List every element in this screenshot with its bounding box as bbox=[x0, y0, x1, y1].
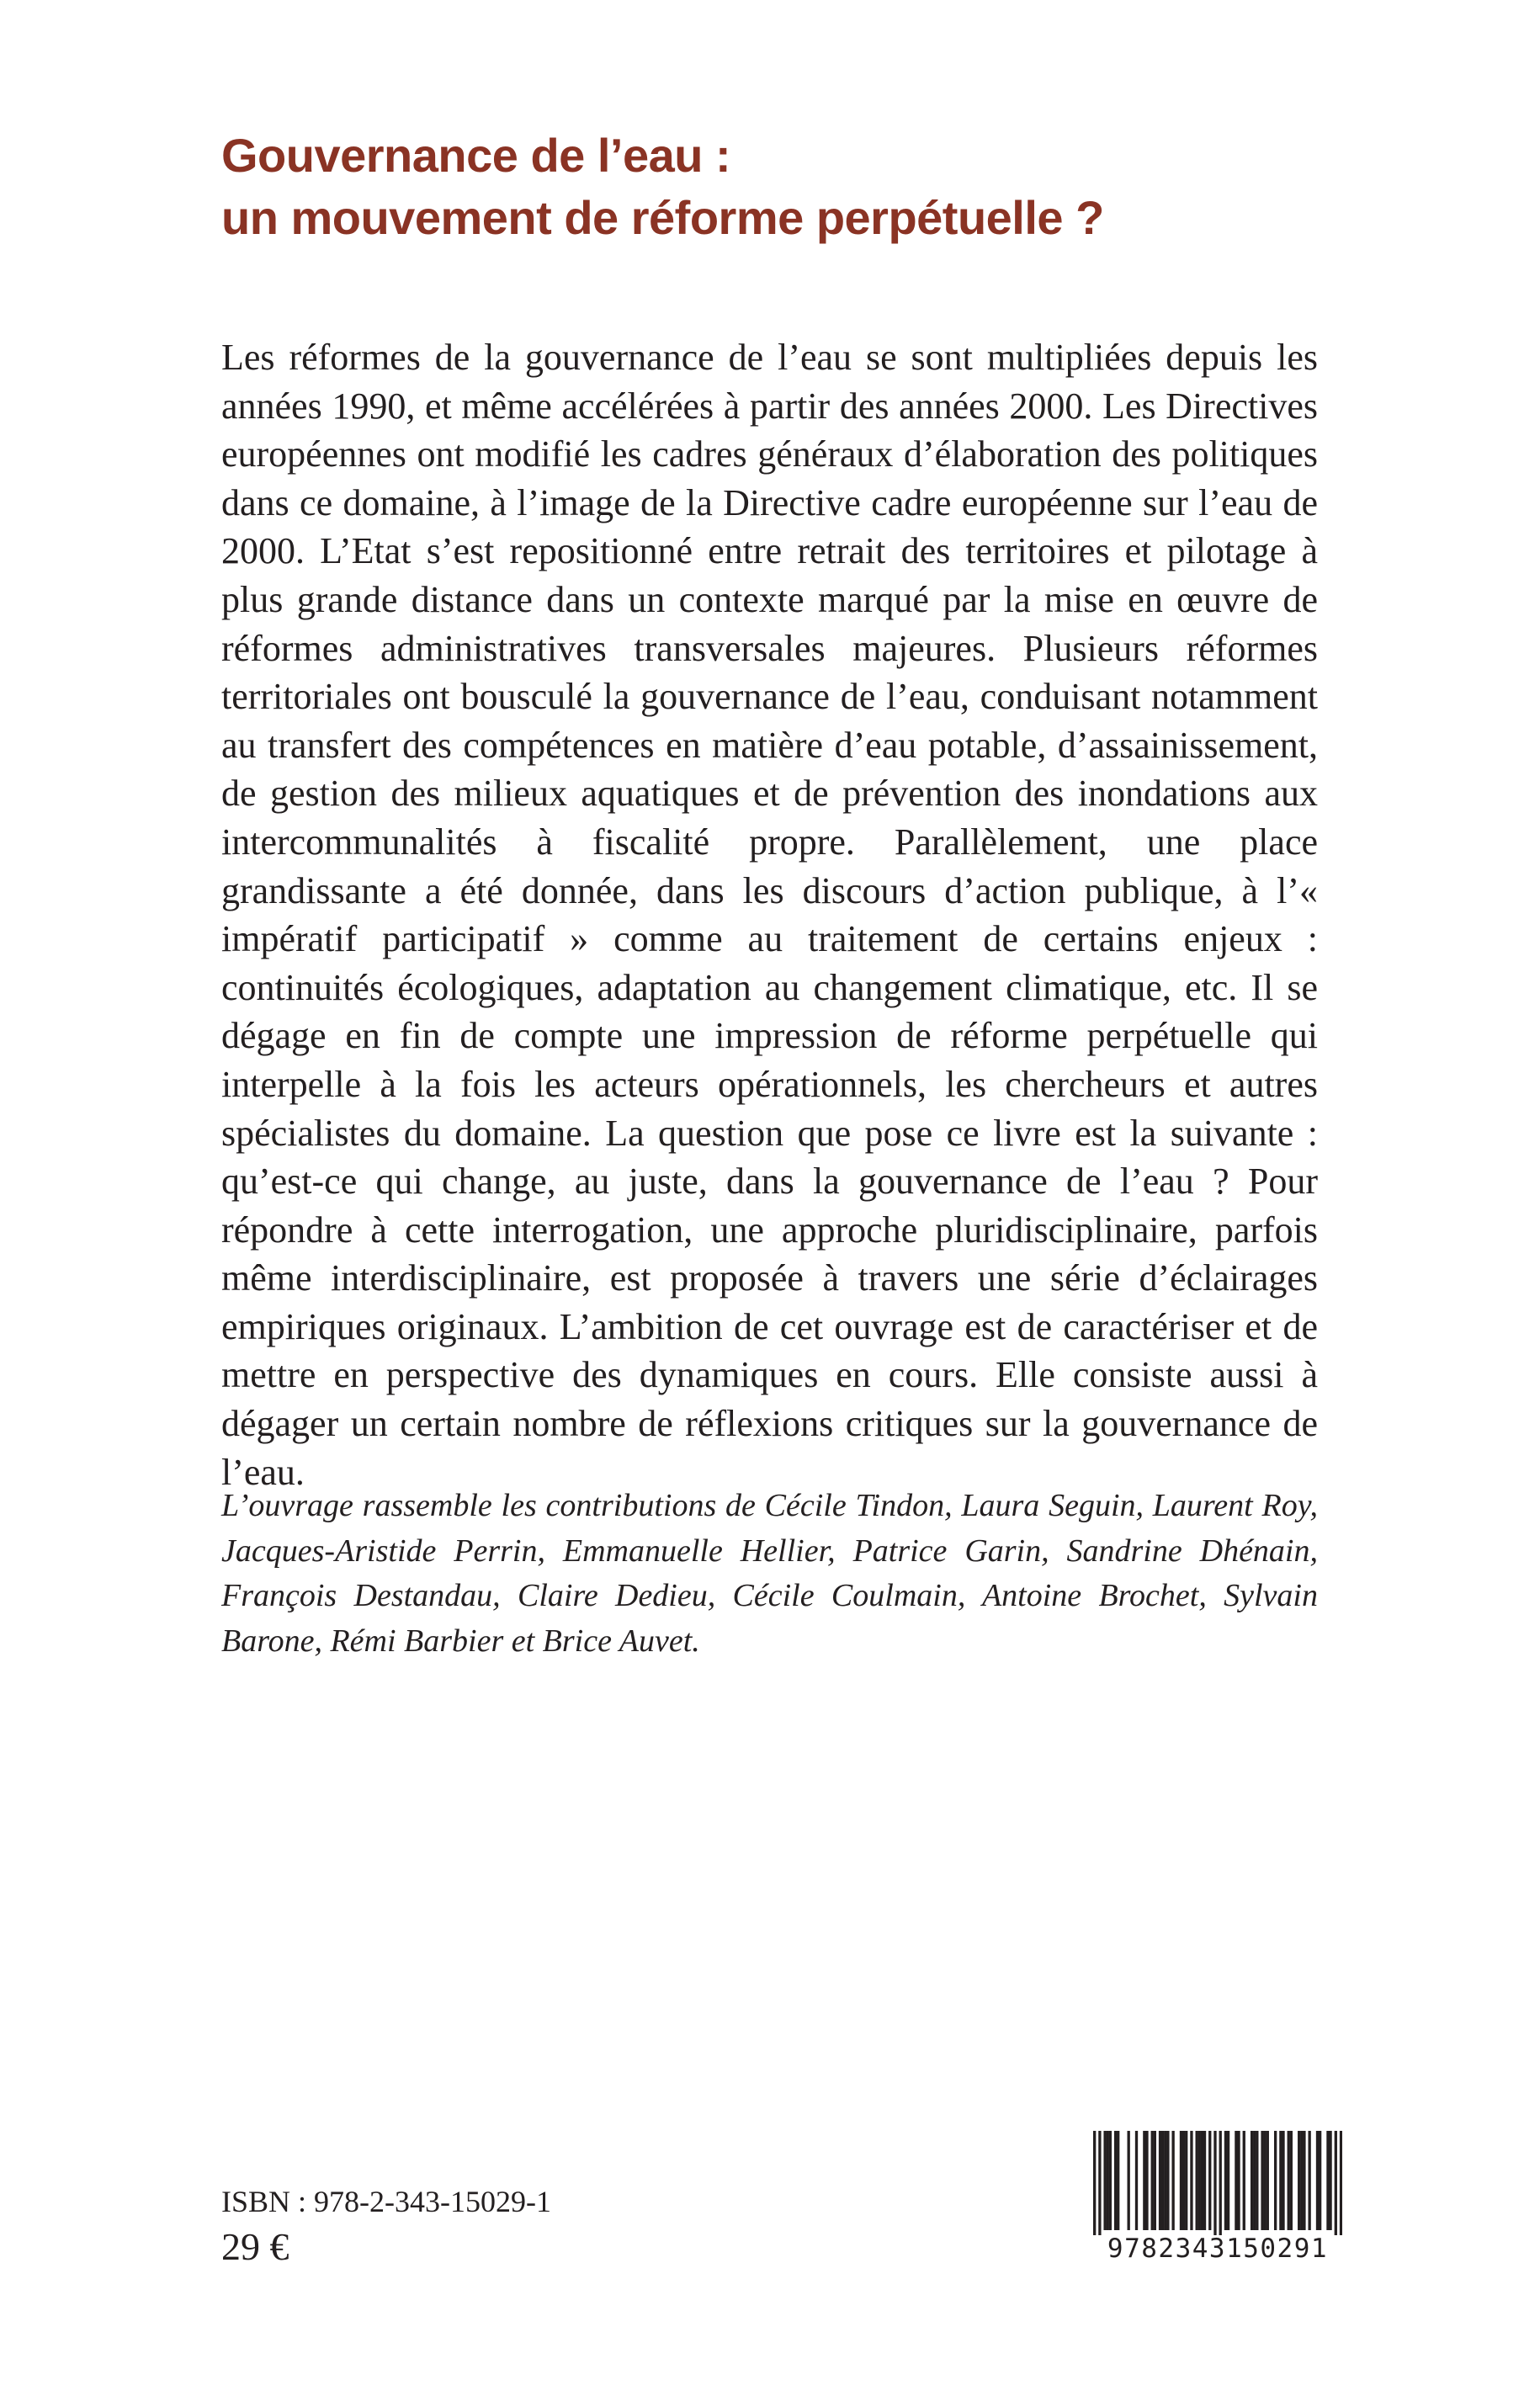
barcode-bar bbox=[1107, 2131, 1109, 2230]
book-title-line-1: Gouvernance de l’eau : bbox=[221, 129, 731, 182]
barcode-bar bbox=[1235, 2131, 1237, 2230]
contributors-note: L’ouvrage rassemble les contributions de Cécile Tindon, Laura Seguin, Laurent Roy, Jacques-Aristide Perrin, Emmanuelle Hellier, Patrice Garin, Sandrine Dhénain, François Destandau, Claire Dedieu, Cécile Coulmain, Antoine Brochet, Sylvain Barone, Rémi Barbier et Brice Auvet. bbox=[221, 1488, 1318, 1659]
barcode-bar bbox=[1145, 2131, 1148, 2230]
barcode-bar bbox=[1282, 2131, 1284, 2230]
book-summary: Les réformes de la gouvernance de l’eau se sont multipliées depuis les années 1990, et même accélérées à partir des années 2000. Les Directives européennes ont modifié les cadres généraux d’élaboration des politiques dans ce domaine, à l’image de la Directive cadre européenne sur l’eau de 2000. L’Etat s’est repositionné entre retrait des territoires et pilotage à plus grande distance dans un contexte marqué par la mise en œuvre de réformes administratives transversales majeures. Plusieurs réformes territoriales ont bousculé la gouvernance de l’eau, conduisant notamment au transfert des compétences en matière d’eau potable, d’assainissement, de gestion des milieux aquatiques et de prévention des inondations aux intercommunalités à fiscalité propre. Parallèlement, une place grandissante a été donnée, dans les discours d’action publique, à l’« impératif participatif » comme au traitement de certains enjeux : continuités écologiques, adaptation au changement climatique, etc. Il se dégage en fin de compte une impression de réforme perpétuelle qui interpelle à la fois les acteurs opérationnels, les chercheurs et autres spécialistes du domaine. La question que pose ce livre est la suivante : qu’est-ce qui change, au juste, dans la gouvernance de l’eau ? Pour répondre à cette interrogation, une approche pluridisciplinaire, parfois même interdisciplinaire, est proposée à travers une série d’éclairages empiriques originaux. L’ambition de cet ouvrage est de caractériser et de mettre en perspective des dynamiques en cours. Elle consiste aussi à dégager un certain nombre de réflexions critiques sur la gouvernance de l’eau. bbox=[221, 337, 1318, 1493]
barcode-bar bbox=[1264, 2131, 1267, 2230]
barcode-bar bbox=[1161, 2131, 1164, 2230]
barcode-bar bbox=[1135, 2131, 1138, 2230]
barcode-bar bbox=[1340, 2131, 1342, 2235]
barcode-bar bbox=[1196, 2131, 1198, 2230]
barcode-bar bbox=[1326, 2131, 1329, 2230]
barcode-bar bbox=[1253, 2131, 1256, 2230]
barcode-number: 9782343150291 bbox=[1107, 2234, 1329, 2264]
barcode-bar bbox=[1300, 2131, 1303, 2230]
price: 29 € bbox=[221, 2225, 289, 2268]
barcode-bar bbox=[1159, 2131, 1161, 2230]
barcode bbox=[1093, 2131, 1342, 2282]
barcode-bar bbox=[1103, 2131, 1106, 2230]
barcode-bar bbox=[1151, 2131, 1154, 2230]
barcode-bar bbox=[1166, 2131, 1169, 2230]
barcode-bar bbox=[1237, 2131, 1240, 2230]
barcode-bar bbox=[1251, 2131, 1253, 2230]
barcode-bars bbox=[1093, 2131, 1342, 2235]
isbn: ISBN : 978-2-343-15029-1 bbox=[221, 2185, 551, 2218]
barcode-bar bbox=[1227, 2131, 1229, 2230]
barcode-bar bbox=[1267, 2131, 1269, 2230]
barcode-bar bbox=[1185, 2131, 1187, 2230]
barcode-bar bbox=[1154, 2131, 1156, 2230]
barcode-bar bbox=[1201, 2131, 1203, 2230]
book-title-line-2: un mouvement de réforme perpétuelle ? bbox=[221, 191, 1104, 244]
barcode-bar bbox=[1182, 2131, 1185, 2230]
barcode-bar bbox=[1316, 2131, 1319, 2230]
barcode-bar bbox=[1198, 2131, 1201, 2230]
barcode-bar bbox=[1190, 2131, 1192, 2230]
barcode-bar bbox=[1279, 2131, 1282, 2230]
barcode-bar bbox=[1243, 2131, 1245, 2230]
barcode-bar bbox=[1180, 2131, 1182, 2230]
barcode-bar bbox=[1290, 2131, 1293, 2230]
barcode-bar bbox=[1128, 2131, 1130, 2230]
barcode-bar bbox=[1109, 2131, 1112, 2230]
barcode-bar bbox=[1335, 2131, 1337, 2235]
barcode-bar bbox=[1093, 2131, 1096, 2235]
barcode-bar bbox=[1256, 2131, 1258, 2230]
barcode-bar bbox=[1114, 2131, 1117, 2230]
barcode-bar bbox=[1303, 2131, 1305, 2230]
barcode-bar bbox=[1219, 2131, 1222, 2235]
barcode-bar bbox=[1213, 2131, 1216, 2235]
barcode-bar bbox=[1329, 2131, 1331, 2230]
barcode-bar bbox=[1224, 2131, 1227, 2230]
barcode-bar bbox=[1143, 2131, 1145, 2230]
barcode-bar bbox=[1308, 2131, 1310, 2230]
barcode-bar bbox=[1098, 2131, 1101, 2235]
barcode-bar bbox=[1208, 2131, 1211, 2230]
barcode-bar bbox=[1171, 2131, 1174, 2230]
barcode-bar bbox=[1117, 2131, 1119, 2230]
barcode-bar bbox=[1164, 2131, 1166, 2230]
barcode-bar bbox=[1274, 2131, 1277, 2230]
book-title bbox=[221, 125, 1357, 249]
barcode-bar bbox=[1203, 2131, 1206, 2230]
barcode-bar bbox=[1261, 2131, 1263, 2230]
barcode-bar bbox=[1319, 2131, 1321, 2230]
barcode-bar bbox=[1288, 2131, 1290, 2230]
barcode-bar bbox=[1298, 2131, 1300, 2230]
